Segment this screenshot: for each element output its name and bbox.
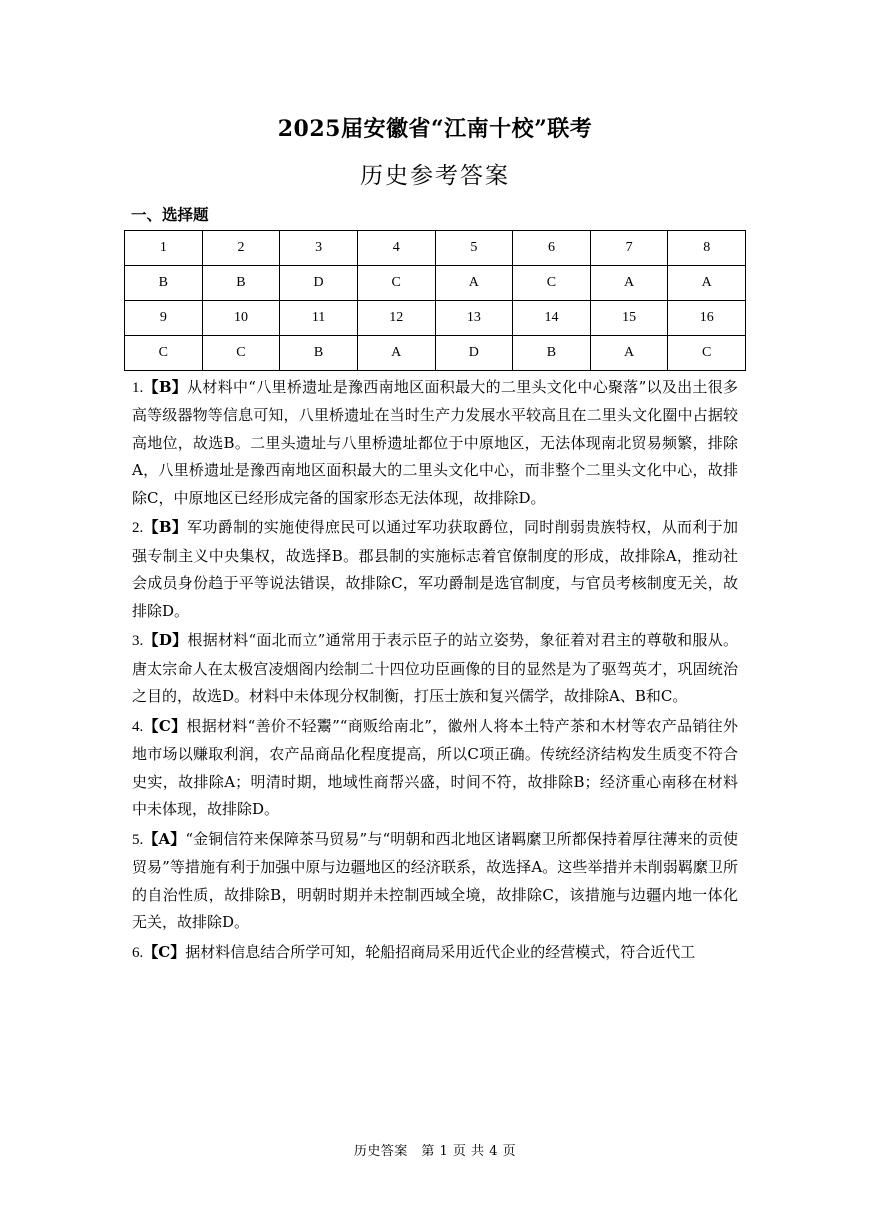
- question-number-cell: 2: [202, 231, 280, 266]
- question-number-cell: 13: [435, 301, 513, 336]
- question-number-cell: 12: [357, 301, 435, 336]
- answer-table-row: [125, 336, 746, 371]
- explanation-item: [132, 514, 738, 625]
- answer-letter-cell: C: [125, 336, 203, 371]
- explanation-number: 2.: [132, 520, 144, 537]
- question-number-cell: 16: [668, 301, 746, 336]
- explanation-item: [132, 713, 738, 824]
- answer-letter-cell: D: [280, 266, 358, 301]
- explanation-text: 据材料信息结合所学可知，轮船招商局采用近代企业的经营模式，符合近代工: [185, 943, 696, 962]
- answer-letter-cell: B: [125, 266, 203, 301]
- explanation-answer: 【C】: [143, 943, 186, 962]
- answer-letter-cell: C: [202, 336, 280, 371]
- question-number-cell: 3: [280, 231, 358, 266]
- explanation-text: “金铜信符来保障茶马贸易”与“明朝和西北地区诸羁縻卫所都保持着厚往薄来的贡使贸易”等措施有利于加强中原与边疆地区的经济联系，故选择A。这些举措并未削弱羁縻卫所的自治性质，故排除B，明朝时期并未控制西域全境，故排除C，该措施与边疆内地一体化无关，故排除D。: [132, 830, 738, 932]
- explanation-item: [132, 939, 738, 967]
- question-number-cell: 8: [668, 231, 746, 266]
- answer-table-row: [125, 301, 746, 336]
- explanations-list: [132, 374, 738, 970]
- answer-letter-cell: B: [513, 336, 591, 371]
- answer-letter-cell: C: [513, 266, 591, 301]
- question-number-cell: 4: [357, 231, 435, 266]
- answer-letter-cell: A: [590, 266, 668, 301]
- question-number-cell: 10: [202, 301, 280, 336]
- answer-table-row: [125, 231, 746, 266]
- answer-letter-cell: A: [668, 266, 746, 301]
- explanation-text: 军功爵制的实施使得庶民可以通过军功获取爵位，同时削弱贵族特权，从而利于加强专制主义中央集权，故选择B。郡县制的实施标志着官僚制度的形成，故排除A，推动社会成员身份趋于平等说法错误，故排除C，军功爵制是选官制度，与官员考核制度无关，故排除D。: [132, 518, 738, 620]
- question-number-cell: 7: [590, 231, 668, 266]
- question-number-cell: 9: [125, 301, 203, 336]
- question-number-cell: 5: [435, 231, 513, 266]
- answer-table-row: [125, 266, 746, 301]
- explanation-item: [132, 627, 738, 710]
- explanation-text: 从材料中“八里桥遗址是豫西南地区面积最大的二里头文化中心聚落”以及出土很多高等级器物等信息可知，八里桥遗址在当时生产力发展水平较高且在二里头文化圈中占据较高地位，故选B。二里头遗址与八里桥遗址都位于中原地区，无法体现南北贸易频繁，排除A，八里桥遗址是豫西南地区面积最大的二里头文化中心，而非整个二里头文化中心，故排除C，中原地区已经形成完备的国家形态无法体现，故排除D。: [132, 378, 738, 507]
- answer-letter-cell: A: [590, 336, 668, 371]
- explanation-number: 6.: [132, 945, 144, 962]
- answer-letter-cell: A: [357, 336, 435, 371]
- answer-letter-cell: D: [435, 336, 513, 371]
- section-heading: 一、选择题: [131, 206, 209, 224]
- question-number-cell: 15: [590, 301, 668, 336]
- question-number-cell: 1: [125, 231, 203, 266]
- explanation-answer: 【C】: [143, 717, 187, 736]
- exam-title: 2025届安徽省“江南十校”联考: [277, 116, 593, 142]
- question-number-cell: 6: [513, 231, 591, 266]
- page-footer: 历史答案 第 1 页 共 4 页: [353, 1144, 517, 1159]
- explanation-item: [132, 374, 738, 512]
- explanation-answer: 【A】: [143, 830, 186, 849]
- explanation-number: 3.: [132, 633, 144, 650]
- question-number-cell: 14: [513, 301, 591, 336]
- document-subtitle: 历史参考答案: [360, 163, 510, 189]
- explanation-number: 5.: [132, 832, 144, 849]
- explanation-text: 根据材料“善价不轻鬻”“商贩给南北”，徽州人将本土特产茶和木材等农产品销往外地市场以赚取利润，农产品商品化程度提高，所以C项正确。传统经济结构发生质变不符合史实，故排除A；明清时期，地域性商帮兴盛，时间不符，故排除B；经济重心南移在材料中未体现，故排除D。: [132, 717, 738, 819]
- explanation-text: 根据材料“面北而立”通常用于表示臣子的站立姿势，象征着对君主的尊敬和服从。唐太宗命人在太极宫凌烟阁内绘制二十四位功臣画像的目的显然是为了驱驾英才，巩固统治之目的，故选D。材料中未体现分权制衡，打压士族和复兴儒学，故排除A、B和C。: [132, 631, 738, 706]
- explanation-number: 4.: [132, 719, 144, 736]
- explanation-answer: 【B】: [143, 378, 188, 396]
- answer-letter-cell: B: [202, 266, 280, 301]
- explanation-answer: 【B】: [143, 518, 188, 537]
- answer-table: [124, 230, 746, 371]
- answer-letter-cell: A: [435, 266, 513, 301]
- explanation-number: 1.: [132, 380, 144, 396]
- answer-letter-cell: C: [357, 266, 435, 301]
- explanation-item: [132, 826, 738, 937]
- question-number-cell: 11: [280, 301, 358, 336]
- explanation-answer: 【D】: [143, 631, 188, 650]
- answer-letter-cell: B: [280, 336, 358, 371]
- answer-letter-cell: C: [668, 336, 746, 371]
